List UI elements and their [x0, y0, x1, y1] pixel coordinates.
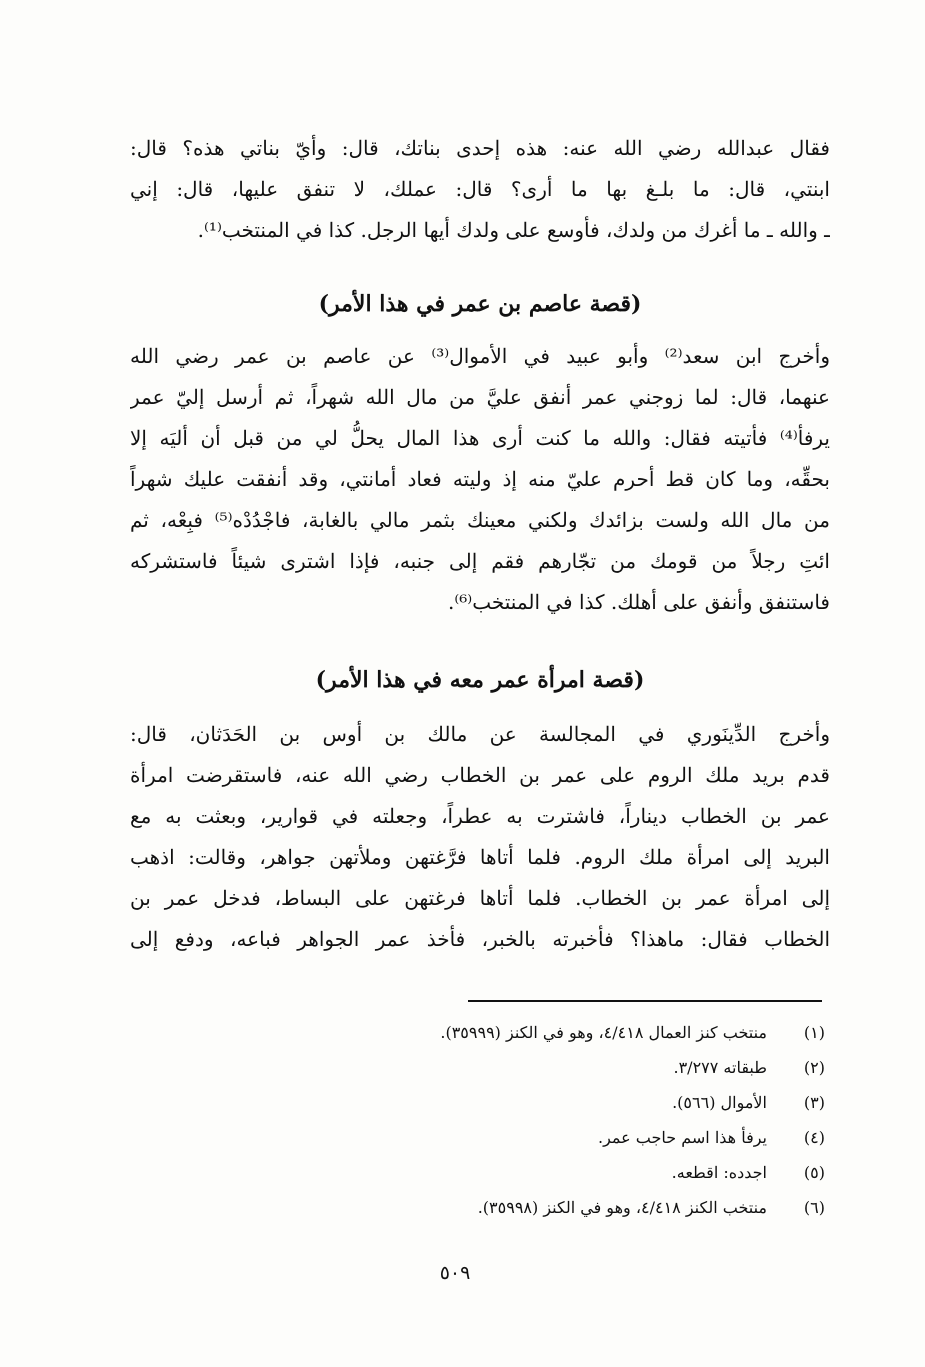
paragraph-1 — [130, 128, 830, 251]
footnote-item — [250, 1120, 825, 1155]
footnote-text: يرفأ هذا اسم حاجب عمر. — [597, 1128, 767, 1147]
footnote-text: منتخب كنز العمال ٤/٤١٨، وهو في الكنز (٣٥٩٩٩). — [440, 1023, 767, 1042]
paragraph-line: الخطاب فقال: ماهذا؟ فأخبرته بالخبر، فأخذ عمر الجواهر فباعه، ودفع إلى — [130, 927, 830, 951]
footnote-text: طبقاته ٣/٢٧٧. — [673, 1058, 767, 1077]
section-heading-asim: (قصة عاصم بن عمر في هذا الأمر) — [318, 291, 642, 317]
footnote-item — [250, 1155, 825, 1190]
paragraph-line: ائتِ رجلاً من قومك من تجّارهم فقم إلى جنبه، فإذا اشترى شيئاً فاستشركه — [130, 549, 830, 573]
paragraph-line: ـ والله ـ ما أغرك من ولدك، فأوسع على ولدك أيها الرجل. كذا في المنتخب⁽¹⁾. — [197, 218, 830, 242]
paragraph-line: عمر بن الخطاب ديناراً، فاشترت به عطراً، وجعلته في قوارير، وبعثت به مع — [130, 804, 830, 828]
paragraph-line: وأخرج الدِّينَوري في المجالسة عن مالك بن أوس بن الحَدَثان، قال: — [130, 722, 830, 746]
paragraph-line: بحقِّه، وما كان قط أحرم عليّ منه إذ وليته فعاد أمانتي، وقد أنفقت عليك شهراً — [130, 467, 830, 491]
paragraph-line: فاستنفق وأنفق على أهلك. كذا في المنتخب⁽⁶⁾. — [447, 590, 830, 614]
footnote-number: (٥) — [803, 1163, 825, 1182]
paragraph-line: من مال الله ولست بزائدك ولكني معينك بثمر مالي بالغابة، فاجْدُدْه⁽⁵⁾ فبِعْه، ثم — [130, 508, 830, 532]
paragraph-line: إلى امرأة عمر بن الخطاب. فلما أتاها فرغتهن على البساط، فدخل عمر بن — [130, 886, 830, 910]
footnotes — [250, 1015, 825, 1225]
paragraph-line: وأخرج ابن سعد⁽²⁾ وأبو عبيد في الأموال⁽³⁾ عن عاصم بن عمر رضي الله — [130, 344, 830, 368]
footnote-text: الأموال (٥٦٦). — [672, 1093, 767, 1112]
paragraph-line: البريد إلى امرأة ملك الروم. فلما أتاها فرَّغتهن وملأتهن جواهر، وقالت: اذهب — [130, 845, 830, 869]
paragraph-line: قدم بريد ملك الروم على عمر بن الخطاب رضي الله عنه، فاستقرضت امرأة — [130, 763, 830, 787]
paragraph-2 — [130, 336, 830, 623]
footnote-number: (٣) — [803, 1093, 825, 1112]
paragraph-line: ابنتي، قال: ما بلـغ بها ما أرى؟ قال: عملك، لا تنفق عليها، قال: إني — [130, 177, 830, 201]
paragraph-line: فقال عبدالله رضي الله عنه: هذه إحدى بناتك، قال: وأيّ بناتي هذه؟ قال: — [130, 136, 830, 160]
footnote-text: منتخب الكنز ٤/٤١٨، وهو في الكنز (٣٥٩٩٨). — [477, 1198, 767, 1217]
footnote-number: (٢) — [803, 1058, 825, 1077]
footnote-number: (٤) — [803, 1128, 825, 1147]
page-number: ٥٠٩ — [439, 1262, 471, 1284]
footnote-item — [250, 1015, 825, 1050]
paragraph-line: يرفأ⁽⁴⁾ فأتيته فقال: والله ما كنت أرى هذا المال يحلُّ لي من قبل أن أليَه إلا — [130, 426, 830, 450]
paragraph-3 — [130, 714, 830, 960]
footnote-number: (١) — [803, 1023, 825, 1042]
paragraph-line: عنهما، قال: لما زوجني عمر أنفق عليَّ من مال الله شهراً، ثم أرسل إليّ عمر — [130, 385, 830, 409]
footnote-item — [250, 1050, 825, 1085]
footnote-item — [250, 1085, 825, 1120]
footnote-text: اجدده: اقطعه. — [671, 1163, 767, 1182]
footnote-divider — [468, 1000, 822, 1002]
section-heading-umar-wife: (قصة امرأة عمر معه في هذا الأمر) — [315, 667, 645, 693]
footnote-number: (٦) — [803, 1198, 825, 1217]
footnote-item — [250, 1190, 825, 1225]
